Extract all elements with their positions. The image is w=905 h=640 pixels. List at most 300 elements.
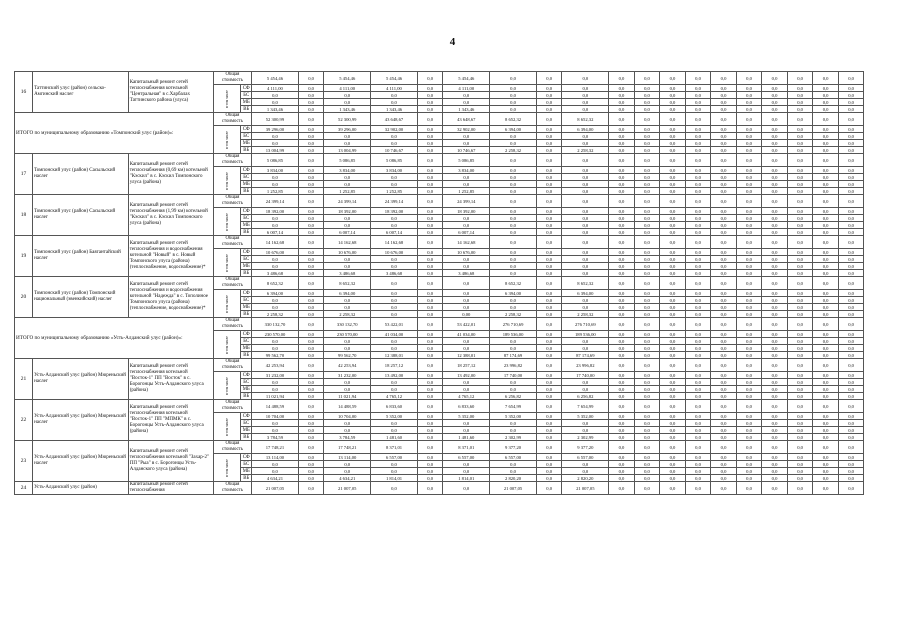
- value-cell: 99 562,70: [324, 352, 371, 359]
- value-cell: 0,0: [736, 331, 762, 338]
- value-cell: 0,0: [787, 468, 813, 475]
- vtom-label: [213, 331, 241, 359]
- value-cell: 0,0: [634, 229, 660, 236]
- value-cell: 0,0: [787, 236, 813, 249]
- value-cell: 0,0: [536, 413, 562, 420]
- value-cell: 0,0: [762, 133, 788, 140]
- value-cell: 0,0: [417, 304, 443, 311]
- value-cell: 0,0: [634, 249, 660, 256]
- value-cell: 87 174,69: [490, 352, 537, 359]
- value-cell: 12 388,01: [371, 352, 418, 359]
- value-cell: 0,0: [298, 413, 324, 420]
- value-cell: 0,0: [298, 263, 324, 270]
- value-cell: 0,0: [838, 413, 864, 420]
- value-cell: 0,0: [252, 181, 299, 188]
- value-cell: 0,0: [736, 379, 762, 386]
- value-cell: 0,0: [490, 92, 537, 99]
- value-cell: 0,0: [838, 188, 864, 195]
- vtom-label: [213, 454, 241, 482]
- value-cell: 0,0: [787, 270, 813, 277]
- value-cell: 0,0: [787, 482, 813, 495]
- value-cell: 0,0: [536, 174, 562, 181]
- value-cell: 0,0: [685, 208, 711, 215]
- funding-source-label: МБ: [242, 99, 250, 105]
- funding-source-label: СФ: [242, 208, 250, 214]
- value-cell: 0,0: [609, 174, 635, 181]
- value-cell: 0,0: [813, 188, 839, 195]
- value-cell: 0,0: [298, 256, 324, 263]
- value-cell: 0,0: [298, 174, 324, 181]
- value-cell: 0,0: [838, 482, 864, 495]
- object-description: Капитальный ремонт сетей теплоснабжения котельной "Восток-1" ПП "Восток" в с. Борогонцы Усть-Алданского улуса (района): [128, 359, 213, 400]
- value-cell: 0,0: [417, 393, 443, 400]
- value-cell: 0,0: [536, 133, 562, 140]
- value-cell: 0,0: [685, 85, 711, 92]
- value-cell: 0,0: [536, 188, 562, 195]
- value-cell: 0,0: [762, 126, 788, 133]
- value-cell: 41 034,00: [443, 331, 490, 338]
- value-cell: 0,0: [813, 92, 839, 99]
- value-cell: 0,0: [685, 277, 711, 290]
- value-cell: 3 486,68: [324, 270, 371, 277]
- value-cell: 0,0: [787, 249, 813, 256]
- funding-source-label: БС: [241, 420, 252, 427]
- value-cell: 0,0: [685, 454, 711, 461]
- value-cell: 0,0: [609, 441, 635, 454]
- value-cell: 0,0: [787, 208, 813, 215]
- value-cell: 0,0: [762, 215, 788, 222]
- value-cell: 0,0: [787, 338, 813, 345]
- value-cell: 0,0: [813, 99, 839, 106]
- value-cell: 0,0: [762, 359, 788, 372]
- value-cell: 0,0: [609, 297, 635, 304]
- value-cell: 0,0: [371, 345, 418, 352]
- value-cell: 0,0: [660, 126, 686, 133]
- value-cell: 0,0: [787, 106, 813, 113]
- value-cell: 0,0: [685, 359, 711, 372]
- value-cell: 0,0: [838, 215, 864, 222]
- value-cell: 0,0: [324, 174, 371, 181]
- value-cell: 17 748,21: [324, 441, 371, 454]
- value-cell: 11 021,94: [252, 393, 299, 400]
- funding-source-label: МБ: [242, 304, 250, 310]
- value-cell: 0,0: [685, 133, 711, 140]
- value-cell: 0,0: [736, 215, 762, 222]
- value-cell: 0,0: [298, 290, 324, 297]
- value-cell: 0,0: [736, 126, 762, 133]
- value-cell: 0,0: [711, 331, 737, 338]
- value-cell: 0,0: [660, 393, 686, 400]
- value-cell: 0,0: [762, 475, 788, 482]
- value-cell: 10 676,00: [371, 249, 418, 256]
- value-cell: 0,0: [787, 215, 813, 222]
- value-cell: 0,0: [417, 195, 443, 208]
- value-cell: 0,0: [443, 386, 490, 393]
- value-cell: 3 834,00: [371, 167, 418, 174]
- object-description: Капитальный ремонт сетей теплоснабжения котельной "Восток-1" ПП "МПМК" в с. Борогонцы Усть-Алданского улуса (района): [128, 400, 213, 441]
- value-cell: 7 654,99: [562, 400, 609, 413]
- value-cell: 0,0: [536, 236, 562, 249]
- value-cell: 0,0: [562, 304, 609, 311]
- value-cell: 14 488,59: [324, 400, 371, 413]
- value-cell: 0,0: [685, 331, 711, 338]
- value-cell: 0,0: [660, 147, 686, 154]
- value-cell: 0,0: [490, 304, 537, 311]
- value-cell: 0,0: [736, 249, 762, 256]
- value-cell: 0,0: [417, 352, 443, 359]
- value-cell: 0,0: [787, 290, 813, 297]
- funding-source-label: БС: [241, 256, 252, 263]
- value-cell: 0,0: [371, 311, 418, 318]
- value-cell: 24 399,14: [252, 195, 299, 208]
- value-cell: 3 486,68: [443, 270, 490, 277]
- value-cell: 0,0: [660, 263, 686, 270]
- value-cell: 0,0: [813, 297, 839, 304]
- value-cell: 5 086,85: [371, 154, 418, 167]
- value-cell: 10 704,00: [252, 413, 299, 420]
- value-cell: 0,0: [443, 92, 490, 99]
- value-cell: 0,0: [298, 359, 324, 372]
- value-cell: 0,0: [371, 222, 418, 229]
- value-cell: 0,0: [660, 222, 686, 229]
- value-cell: 0,0: [711, 386, 737, 393]
- value-cell: 0,0: [711, 113, 737, 126]
- value-cell: 5 454,46: [443, 72, 490, 85]
- value-cell: 4 765,12: [371, 393, 418, 400]
- value-cell: 0,0: [660, 400, 686, 413]
- value-cell: 6 394,00: [324, 290, 371, 297]
- value-cell: 0,0: [813, 154, 839, 167]
- value-cell: 0,0: [634, 359, 660, 372]
- value-cell: 0,0: [736, 482, 762, 495]
- object-description: Капитальный ремонт сетей теплоснабжения (1,99 км) котельной "Кэскил" в с. Кэскил Томпонского улуса (района): [128, 195, 213, 236]
- value-cell: 0,0: [736, 270, 762, 277]
- value-cell: 8 652,32: [562, 277, 609, 290]
- value-cell: 23 996,82: [562, 359, 609, 372]
- value-cell: 41 034,00: [371, 331, 418, 338]
- value-cell: 6 007,14: [371, 229, 418, 236]
- value-cell: 0,0: [371, 297, 418, 304]
- value-cell: 0,0: [634, 222, 660, 229]
- value-cell: 0,0: [685, 113, 711, 126]
- value-cell: 0,0: [417, 174, 443, 181]
- value-cell: 0,0: [536, 427, 562, 434]
- value-cell: 0,0: [813, 338, 839, 345]
- value-cell: 1 343,46: [252, 106, 299, 113]
- value-cell: 0,0: [562, 106, 609, 113]
- value-cell: 0,0: [787, 154, 813, 167]
- value-cell: 0,0: [298, 338, 324, 345]
- value-cell: 0,0: [252, 222, 299, 229]
- value-cell: 6 557,00: [371, 454, 418, 461]
- value-cell: 0,0: [787, 304, 813, 311]
- value-cell: 0,0: [443, 290, 490, 297]
- value-cell: 0,0: [298, 154, 324, 167]
- value-cell: 0,0: [762, 468, 788, 475]
- value-cell: 0,0: [685, 140, 711, 147]
- value-cell: 0,0: [685, 372, 711, 379]
- value-cell: 0,0: [443, 215, 490, 222]
- value-cell: 0,0: [252, 263, 299, 270]
- value-cell: 0,0: [685, 304, 711, 311]
- value-cell: 24 399,14: [324, 195, 371, 208]
- value-cell: 0,0: [711, 359, 737, 372]
- value-cell: 0,0: [634, 236, 660, 249]
- vtom-label: [213, 85, 241, 113]
- value-cell: 0,0: [562, 222, 609, 229]
- value-cell: 17 740,00: [562, 372, 609, 379]
- value-cell: 189 536,00: [490, 331, 537, 338]
- value-cell: 0,0: [660, 85, 686, 92]
- value-cell: 0,0: [609, 215, 635, 222]
- value-cell: 3 784,59: [324, 434, 371, 441]
- value-cell: 0,0: [417, 106, 443, 113]
- value-cell: 0,0: [711, 167, 737, 174]
- value-cell: 0,0: [813, 270, 839, 277]
- value-cell: 0,0: [298, 208, 324, 215]
- value-cell: 0,0: [762, 92, 788, 99]
- value-cell: 0,0: [736, 72, 762, 85]
- value-cell: 0,0: [562, 174, 609, 181]
- value-cell: 0,0: [685, 434, 711, 441]
- value-cell: 0,0: [298, 147, 324, 154]
- value-cell: 0,0: [838, 372, 864, 379]
- value-cell: 0,0: [685, 290, 711, 297]
- value-cell: 0,0: [371, 263, 418, 270]
- value-cell: 0,0: [736, 85, 762, 92]
- value-cell: 0,0: [762, 263, 788, 270]
- funding-source-label: БС: [241, 92, 252, 99]
- value-cell: 0,0: [711, 236, 737, 249]
- value-cell: 0,0: [609, 99, 635, 106]
- table-row: [15, 441, 890, 454]
- value-cell: 0,0: [324, 263, 371, 270]
- value-cell: 0,0: [490, 72, 537, 85]
- value-cell: 0,0: [490, 345, 537, 352]
- value-cell: 0,0: [711, 427, 737, 434]
- value-cell: 0,0: [371, 482, 418, 495]
- value-cell: 0,0: [787, 413, 813, 420]
- value-cell: 0,0: [838, 290, 864, 297]
- value-cell: 0,0: [417, 400, 443, 413]
- value-cell: 0,0: [562, 468, 609, 475]
- value-cell: 0,0: [634, 413, 660, 420]
- value-cell: 0,0: [443, 345, 490, 352]
- funding-source-label: ВБ: [241, 147, 252, 154]
- value-cell: 0,0: [736, 140, 762, 147]
- value-cell: 0,0: [813, 400, 839, 413]
- value-cell: 0,0: [609, 140, 635, 147]
- value-cell: 17 748,21: [252, 441, 299, 454]
- row-number: 22: [15, 400, 33, 441]
- value-cell: 0,0: [490, 133, 537, 140]
- value-cell: 39 296,00: [324, 126, 371, 133]
- district-cell: Таттинский улус (район) сельско-Амгинский наслег: [33, 72, 129, 113]
- value-cell: 0,0: [736, 413, 762, 420]
- value-cell: 0,0: [762, 331, 788, 338]
- funding-source-label: МБ: [242, 468, 250, 474]
- value-cell: 0,0: [298, 393, 324, 400]
- value-cell: 0,0: [838, 208, 864, 215]
- value-cell: 0,0: [609, 188, 635, 195]
- value-cell: 0,0: [787, 113, 813, 126]
- value-cell: 0,0: [634, 454, 660, 461]
- value-cell: 0,0: [762, 345, 788, 352]
- value-cell: 0,0: [711, 352, 737, 359]
- value-cell: 0,0: [787, 345, 813, 352]
- value-cell: 0,0: [634, 263, 660, 270]
- value-cell: 0,0: [813, 420, 839, 427]
- value-cell: 0,0: [813, 454, 839, 461]
- funding-source-label: СФ: [242, 454, 250, 460]
- value-cell: 0,0: [660, 386, 686, 393]
- value-cell: 0,0: [660, 338, 686, 345]
- value-cell: 0,0: [371, 427, 418, 434]
- value-cell: 0,0: [762, 99, 788, 106]
- value-cell: 4 111,00: [443, 85, 490, 92]
- value-cell: 0,0: [634, 133, 660, 140]
- value-cell: 0,0: [660, 195, 686, 208]
- value-cell: 7 654,99: [490, 400, 537, 413]
- value-cell: 0,0: [660, 113, 686, 126]
- value-cell: 0,0: [252, 304, 299, 311]
- table-row: [15, 72, 890, 85]
- value-cell: 0,0: [536, 208, 562, 215]
- object-description: Капитальный ремонт сетей теплоснабжения котельной "Захар-2" ПП "Рыа" в с. Борогонцы Усть-Алданского улуса (района): [128, 441, 213, 482]
- value-cell: 0,0: [536, 297, 562, 304]
- value-cell: 0,0: [252, 256, 299, 263]
- value-cell: 0,0: [562, 379, 609, 386]
- value-cell: 0,0: [660, 427, 686, 434]
- value-cell: 18 392,00: [252, 208, 299, 215]
- value-cell: 0,0: [609, 222, 635, 229]
- value-cell: 0,0: [838, 154, 864, 167]
- funding-source-label: МБ: [242, 345, 250, 351]
- value-cell: 0,0: [787, 188, 813, 195]
- value-cell: 0,0: [634, 72, 660, 85]
- value-cell: 0,0: [660, 441, 686, 454]
- value-cell: 0,0: [609, 461, 635, 468]
- value-cell: 0,0: [371, 140, 418, 147]
- value-cell: 0,0: [660, 215, 686, 222]
- table-row: [15, 236, 890, 249]
- value-cell: 0,0: [324, 427, 371, 434]
- value-cell: 0,0: [762, 270, 788, 277]
- value-cell: 0,0: [736, 290, 762, 297]
- value-cell: 0,0: [711, 475, 737, 482]
- value-cell: 0,0: [536, 441, 562, 454]
- value-cell: 6 007,14: [324, 229, 371, 236]
- value-cell: 0,0: [609, 352, 635, 359]
- value-cell: 0,0: [660, 311, 686, 318]
- value-cell: 0,0: [609, 147, 635, 154]
- value-cell: 0,0: [536, 99, 562, 106]
- value-cell: 0,0: [417, 147, 443, 154]
- value-cell: 0,0: [298, 311, 324, 318]
- value-cell: 0,0: [562, 195, 609, 208]
- value-cell: 0,0: [787, 461, 813, 468]
- vtom-text: в том числе: [225, 89, 230, 108]
- value-cell: 0,0: [634, 277, 660, 290]
- value-cell: 6 833,60: [371, 400, 418, 413]
- value-cell: 0,0: [787, 400, 813, 413]
- value-cell: 0,0: [813, 229, 839, 236]
- value-cell: 23 996,82: [490, 359, 537, 372]
- value-cell: 0,0: [634, 400, 660, 413]
- value-cell: 0,0: [762, 441, 788, 454]
- value-cell: 0,0: [711, 338, 737, 345]
- value-cell: 0,0: [417, 92, 443, 99]
- value-cell: 0,0: [711, 311, 737, 318]
- value-cell: 0,0: [685, 318, 711, 331]
- value-cell: 0,0: [417, 229, 443, 236]
- value-cell: 0,0: [298, 379, 324, 386]
- value-cell: 0,0: [371, 468, 418, 475]
- value-cell: 0,0: [736, 181, 762, 188]
- value-cell: 0,0: [536, 468, 562, 475]
- value-cell: 0,0: [736, 256, 762, 263]
- value-cell: 0,0: [490, 167, 537, 174]
- value-cell: 0,0: [609, 236, 635, 249]
- value-cell: 0,0: [634, 92, 660, 99]
- value-cell: 0,0: [838, 256, 864, 263]
- value-cell: 0,0: [298, 85, 324, 92]
- value-cell: 0,0: [298, 270, 324, 277]
- value-cell: 8 652,32: [490, 113, 537, 126]
- value-cell: 0,0: [736, 400, 762, 413]
- value-cell: 0,0: [417, 345, 443, 352]
- value-cell: 0,0: [838, 167, 864, 174]
- value-cell: 0,0: [252, 427, 299, 434]
- value-cell: 0,0: [562, 154, 609, 167]
- value-cell: 0,0: [536, 352, 562, 359]
- value-cell: 0,0: [536, 113, 562, 126]
- district-cell: Усть-Алданский улус (район) Мюреньский наслег: [33, 441, 129, 482]
- value-cell: 0,0: [443, 277, 490, 290]
- value-cell: 5 352,00: [490, 413, 537, 420]
- value-cell: 0,0: [298, 92, 324, 99]
- value-cell: 0,0: [562, 85, 609, 92]
- row-number: 21: [15, 359, 33, 400]
- value-cell: 0,0: [736, 174, 762, 181]
- value-cell: 0,0: [324, 345, 371, 352]
- value-cell: 0,0: [634, 140, 660, 147]
- value-cell: 0,0: [762, 236, 788, 249]
- value-cell: 0,0: [685, 263, 711, 270]
- value-cell: 0,0: [813, 372, 839, 379]
- value-cell: 0,0: [417, 154, 443, 167]
- value-cell: 0,0: [609, 181, 635, 188]
- cost-type-label: Общая стоимость: [213, 154, 251, 167]
- value-cell: 0,0: [838, 304, 864, 311]
- value-cell: 0,0: [417, 420, 443, 427]
- value-cell: 0,0: [536, 359, 562, 372]
- value-cell: 0,0: [562, 249, 609, 256]
- cost-type-label: Общая стоимость: [213, 236, 251, 249]
- value-cell: 0,0: [634, 352, 660, 359]
- value-cell: 0,0: [562, 133, 609, 140]
- value-cell: 0,0: [536, 154, 562, 167]
- value-cell: 0,0: [443, 174, 490, 181]
- value-cell: 0,0: [609, 229, 635, 236]
- value-cell: 0,0: [838, 393, 864, 400]
- value-cell: 0,0: [443, 256, 490, 263]
- value-cell: 32 902,00: [371, 126, 418, 133]
- value-cell: 0,0: [609, 400, 635, 413]
- value-cell: 0,0: [417, 290, 443, 297]
- value-cell: 0,0: [813, 331, 839, 338]
- value-cell: 0,0: [660, 174, 686, 181]
